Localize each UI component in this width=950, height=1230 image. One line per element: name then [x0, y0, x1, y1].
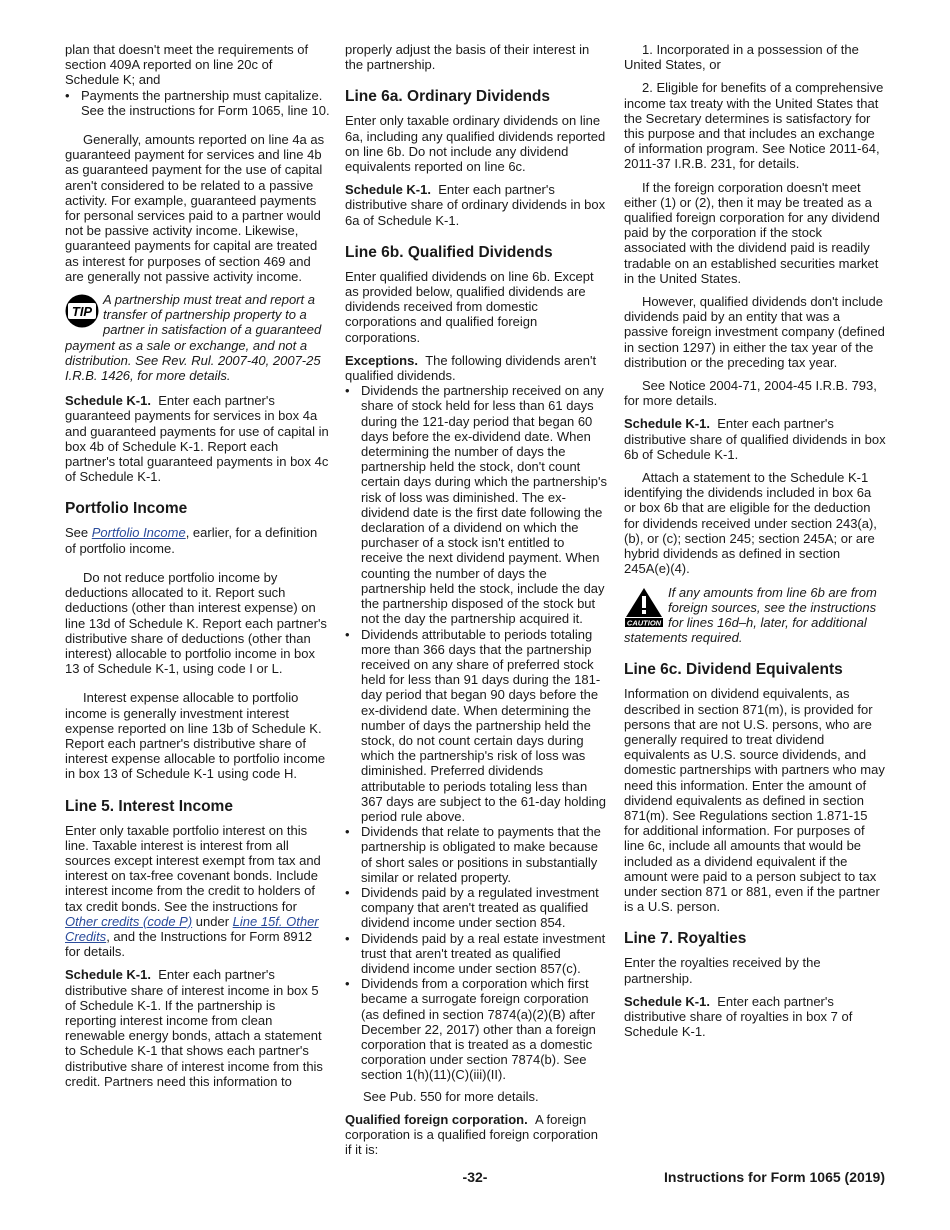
schedule-k1-paragraph	[65, 393, 330, 484]
link-other-credits[interactable]: Other credits (code P)	[65, 913, 193, 929]
bullet-item: • Dividends from a corporation which first became a surrogate foreign corporation (as defined in section 7874(a)(2)(B) after December 22, 2017) other than a foreign corporation that is treated as a domestic corporation under section 7874(b). See section 1(h)(11)(C)(iii)(II).	[345, 976, 607, 1082]
tip-text: A partnership must treat and report a transfer of partnership property to a partner in satisfaction of a guaranteed payment as a sale or exchange, and not a distribution. See Rev. Rul. 2007-40, 2007-25 I.R.B. 1426, for more details.	[65, 292, 322, 384]
paragraph	[65, 525, 330, 555]
paragraph: Enter qualified dividends on line 6b. Except as provided below, qualified dividends are dividends received from domestic corporations and qualified foreign corporations.	[345, 268, 594, 345]
column-middle	[345, 42, 607, 1165]
section-heading-line6c: Line 6c. Dividend Equivalents	[624, 661, 843, 679]
paragraph-text: A foreign corporation is a qualified foreign corporation if it is:	[345, 1111, 598, 1158]
run-in-heading: Exceptions.	[345, 352, 418, 368]
run-in-heading: Qualified foreign corporation.	[345, 1111, 528, 1127]
paragraph-text: Enter each partner's distributive share of interest income in box 5 of Schedule K-1. If the partnership is reporting interest income from clean renewable energy bonds, attach a statement to Schedule K-1 that shows each partner's distributive share of interest income from this credit. Partners need this information to	[65, 967, 323, 1089]
section-heading-line7: Line 7. Royalties	[624, 930, 747, 948]
bullet-item: • Dividends that relate to payments that the partnership is obligated to make because of short sales or positions in substantially similar or related property.	[345, 824, 607, 885]
paragraph-text: Enter each partner's distributive share of royalties in box 7 of Schedule K-1.	[624, 993, 853, 1040]
run-in-heading: Schedule K-1.	[624, 993, 710, 1009]
run-in-heading: Schedule K-1.	[65, 393, 151, 409]
exceptions-paragraph	[345, 353, 607, 383]
paragraph: See Notice 2004-71, 2004-45 I.R.B. 793, for more details.	[624, 378, 877, 409]
qualified-foreign-corporation-paragraph	[345, 1112, 607, 1158]
tip-icon	[65, 294, 99, 331]
run-in-heading: Schedule K-1.	[345, 182, 431, 198]
tip-label: TIP	[71, 304, 93, 320]
paragraph: However, qualified dividends don't include dividends paid by an entity that was a passive foreign investment company (defined in section 1297) in either the tax year of the distribution or the preceding tax year.	[624, 294, 885, 370]
paragraph-text: , and the Instructions for Form 8912 for details.	[65, 928, 313, 960]
paragraph-text: Enter each partner's distributive share of ordinary dividends in box 6a of Schedule K-1.	[345, 182, 606, 228]
paragraph: properly adjust the basis of their interest in the partnership.	[345, 42, 590, 73]
numbered-item: 1. Incorporated in a possession of the United States, or	[624, 42, 859, 73]
paragraph	[65, 823, 330, 960]
paragraph: See Pub. 550 for more details.	[363, 1088, 539, 1104]
paragraph-text: Enter each partner's distributive share of qualified dividends in box 6b of Schedule K-1.	[624, 416, 886, 462]
paragraph-text: under	[192, 913, 233, 929]
section-heading-portfolio-income: Portfolio Income	[65, 500, 188, 518]
column-left	[65, 42, 330, 1097]
paragraph: Enter the royalties received by the partnership.	[624, 955, 821, 986]
paragraph: Do not reduce portfolio income by deductions allocated to it. Report such deductions (other than interest expense) on line 13d of Schedule K. Report each partner's distributive share of deductions (other than interest) allocable to portfolio income in box 13 of Schedule K-1, using code I or L.	[65, 569, 327, 677]
bullet-item: • Payments the partnership must capitalize. See the instructions for Form 1065, line 10.	[65, 88, 330, 118]
schedule-k1-paragraph	[345, 182, 607, 228]
paragraph: Attach a statement to the Schedule K-1 identifying the dividends included in box 6a or box 6b that are eligible for the deduction for dividends received under section 243(a), (b), or (c); section 245; section 245A; or are hybrid dividends as defined in section 245A(e)(4).	[624, 470, 877, 577]
paragraph-text: The following dividends aren't qualified dividends.	[345, 352, 597, 384]
column-right	[624, 42, 886, 1047]
bullet-item: • Dividends the partnership received on any share of stock held for less than 61 days during the 121-day period that began 60 days before the ex-dividend date. When determining the number of days the partnership held the stock, don't count certain days during which the partnership's risk of loss was diminished. The ex-dividend date is the first date following the declaration of a dividend on which the purchaser of a stock isn't entitled to receive the next dividend payment. When counting the number of days the partnership held the stock, include the day the partnership disposed of the stock but not the day the partnership acquired it.	[345, 383, 607, 626]
section-heading-line6a: Line 6a. Ordinary Dividends	[345, 88, 551, 106]
link-line-15f[interactable]: Line 15f. Other Credits	[65, 913, 319, 944]
section-heading-line6b: Line 6b. Qualified Dividends	[345, 243, 553, 261]
paragraph-text: , earlier, for a definition of portfolio income.	[65, 525, 318, 556]
paragraph: Interest expense allocable to portfolio income is generally investment interest expense reported on line 13b of Schedule K. Report each partner's distributive share of interest expense allocable to portfolio income in box 13 of Schedule K-1 using code H.	[65, 690, 326, 782]
paragraph: If the foreign corporation doesn't meet either (1) or (2), then it may be treated as a qualified foreign corporation for any dividend paid by the corporation if the stock associated with the dividend paid is readily tradable on an established securities market in the United States.	[624, 179, 880, 286]
bullet-item: • Dividends attributable to periods totaling more than 366 days that the partnership received on any share of preferred stock held for less than 91 days during the 181-day period that began 90 days before the ex-dividend date. When determining the number of days the partnership held the stock, do not count certain days during which the partnership's risk of loss was diminished. Preferred dividends attributable to periods totaling less than 367 days are subject to the 61-day holding period rule above.	[345, 627, 607, 825]
page-number: -32-	[462, 1169, 488, 1185]
caution-text: If any amounts from line 6b are from foreign sources, see the instructions for lines 16d–h, later, for additional statements required.	[624, 584, 877, 646]
bullet-item: • Dividends paid by a real estate investment trust that aren't treated as qualified dividend income under section 857(c).	[345, 931, 607, 977]
caution-note	[624, 585, 886, 646]
run-in-heading: Schedule K-1.	[624, 416, 710, 432]
section-heading-line5: Line 5. Interest Income	[65, 797, 233, 815]
tip-note	[65, 292, 330, 383]
schedule-k1-paragraph	[624, 994, 886, 1040]
paragraph: Enter only taxable ordinary dividends on line 6a, including any qualified dividends reported on line 6b. Do not include any dividend equivalents reported on line 6c.	[345, 113, 606, 175]
schedule-k1-paragraph	[624, 416, 886, 462]
paragraph: Generally, amounts reported on line 4a as guaranteed payment for services and line 4b as guaranteed payment for the use of capital aren't considered to be related to a passive activity. For example, guaranteed payments for personal services paid to a partner would not be passive activity income. Likewise, guaranteed payments for capital are treated as interest for purposes of section 469 and are generally not passive activity income.	[65, 132, 325, 284]
link-portfolio-income[interactable]: Portfolio Income	[91, 525, 186, 541]
paragraph: Information on dividend equivalents, as described in section 871(m), is provided for persons that are not U.S. persons, who are generally required to treat dividend equivalents as U.S. source dividends, and domestic partnerships with partners who may need this information. Enter the amount of dividend equivalents as defined in section 871(m). See Regulations section 1.871-15 for additional information. For purposes of line 6c, include all amounts that would be included as a dividend equivalent if the amount were paid to a person subject to tax under section 871 or 881, even if the partner is a U.S. person.	[624, 686, 885, 915]
run-in-heading: Schedule K-1.	[65, 967, 151, 983]
caution-label: CAUTION	[626, 618, 662, 627]
schedule-k1-paragraph	[65, 967, 330, 1089]
paragraph-text: Enter only taxable portfolio interest on this line. Taxable interest is interest from all sources except interest exempt from tax and interest on tax-free covenant bonds. Include interest income from the credit to holders of tax credit bonds. See the instructions for	[65, 822, 321, 914]
caution-icon	[624, 587, 664, 630]
numbered-item: 2. Eligible for benefits of a comprehensive income tax treaty with the United States that the Secretary determines is satisfactory for this purpose and that includes an exchange of information program. See Notice 2011-64, 2011-37 I.R.B. 231, for details.	[624, 80, 884, 172]
paragraph-text: Enter each partner's guaranteed payments for services in box 4a and guaranteed payments for use of capital in box 4b of Schedule K-1. Report each partner's total guaranteed payments in box 4c of Schedule K-1.	[65, 393, 329, 485]
form-title-footer: Instructions for Form 1065 (2019)	[664, 1169, 885, 1185]
paragraph-text: See	[65, 525, 89, 541]
paragraph: plan that doesn't meet the requirements of section 409A reported on line 20c of Schedule K; and	[65, 42, 309, 88]
bullet-item: • Dividends paid by a regulated investment company that aren't treated as qualified dividend income under section 854.	[345, 885, 607, 931]
